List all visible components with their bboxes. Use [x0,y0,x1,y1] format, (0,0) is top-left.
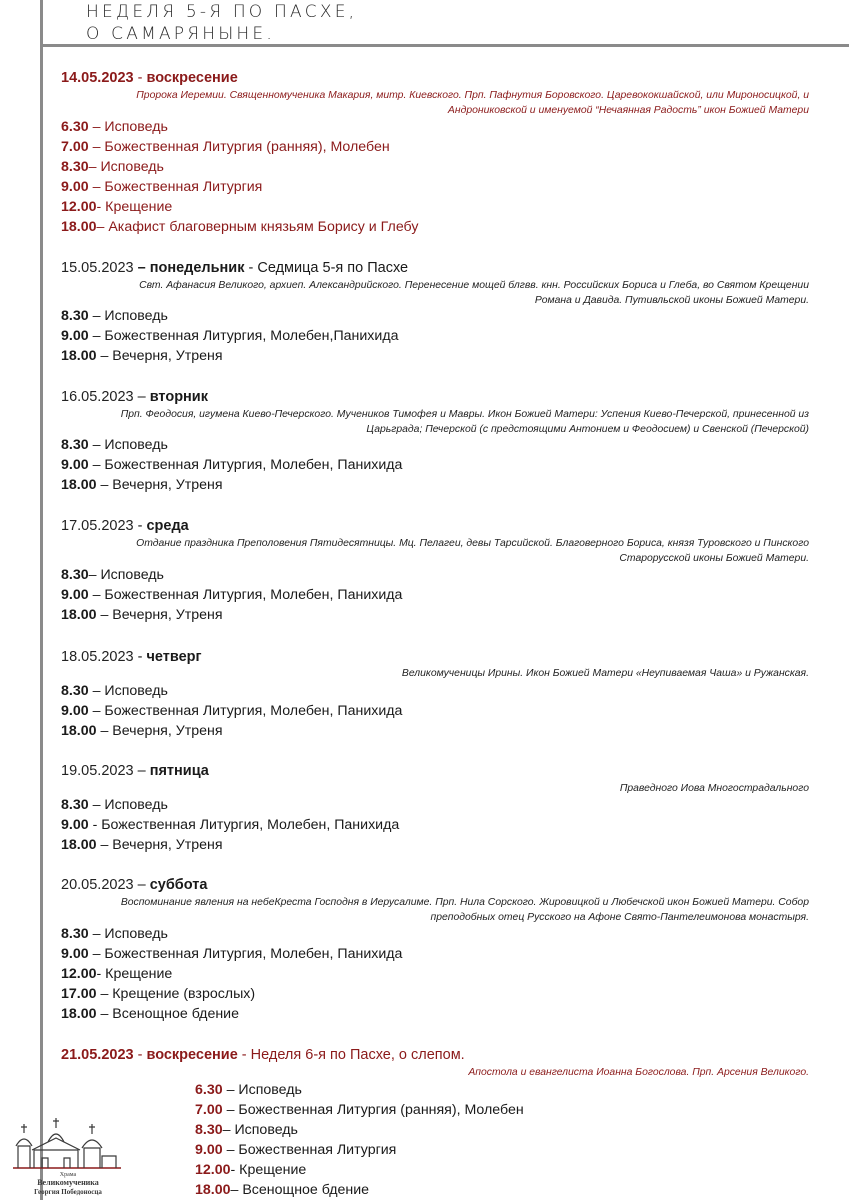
service-item [61,1006,239,1022]
day-header [61,518,189,534]
day-weekday: суббота [149,877,208,893]
service-time: 17.00 [61,986,97,1002]
day-header [61,389,208,405]
service-text: – Исповедь [88,119,168,135]
service-text: – Исповедь [88,797,168,813]
service-text: - Крещение [96,199,173,215]
day-separator: - [133,649,147,665]
day-extra: - Седмица 5-я по Пасхе [244,260,409,276]
service-item [61,139,390,155]
service-time: 6.30 [195,1082,223,1098]
service-time: 7.00 [61,139,89,155]
service-text: – Божественная Литургия, Молебен, Панихида [88,946,403,962]
service-item [61,986,255,1002]
saints-line: Романа и Давида. Путивльской иконы Божией Матери. [534,295,809,306]
service-time: 8.30 [61,308,89,324]
service-item [195,1082,302,1098]
service-time: 8.30 [61,683,89,699]
saints-line: Царьграда; Печерской (с предстоящими Антонием и Феодосием) и Свенской (Печерской) [366,424,809,435]
service-item [61,199,172,215]
day-saints [69,536,809,566]
service-time: 8.30 [195,1122,223,1138]
service-time: 8.30 [61,159,89,175]
service-text: – Вечерня, Утреня [96,837,223,853]
service-text: – Божественная Литургия (ранняя), Молебен [222,1102,524,1118]
service-time: 8.30 [61,567,89,583]
service-time: 18.00 [195,1182,231,1198]
service-item [61,946,402,962]
service-time: 9.00 [61,946,89,962]
service-time: 12.00 [61,966,97,982]
day-header [61,877,207,893]
service-time: 18.00 [61,723,97,739]
service-text: – Вечерня, Утреня [96,723,223,739]
service-item [61,457,402,473]
day-separator: – [133,763,150,779]
service-item [61,308,168,324]
day-saints [69,407,809,437]
service-time: 9.00 [195,1142,223,1158]
day-saints [69,666,809,681]
logo-text-3: Георгия Победоносца [34,1188,102,1196]
service-item [195,1162,306,1178]
service-item [61,348,223,364]
day-date: 19.05.2023 [61,763,134,779]
service-text: - Крещение [230,1162,307,1178]
day-saints [69,1065,809,1080]
service-text: – Божественная Литургия, Молебен,Панихида [88,328,399,344]
service-time: 8.30 [61,797,89,813]
service-item [61,926,168,942]
day-date: 17.05.2023 [61,518,134,534]
service-text: – Исповедь [88,926,168,942]
service-item [61,817,399,833]
service-time: 18.00 [61,348,97,364]
service-text: – Вечерня, Утреня [96,348,223,364]
day-saints [69,781,809,796]
saints-line: Апостола и евангелиста Иоанна Богослова. Прп. Арсения Великого. [468,1067,809,1078]
day-header [61,1047,465,1063]
service-item [61,328,398,344]
saints-line: Старорусской иконы Божией Матери. [619,553,809,564]
service-text: – Исповедь [88,308,168,324]
service-time: 18.00 [61,219,97,235]
service-item [61,219,418,235]
saints-line: Воспоминание явления на небеКреста Господня в Иерусалиме. Прп. Нила Сорского. Жировицкой и Любечской икон Божией Матери. Собор [120,897,809,908]
service-item [195,1122,298,1138]
service-time: 18.00 [61,837,97,853]
service-text: – Вечерня, Утреня [96,477,223,493]
saints-line: Отдание праздника Преполовения Пятидесятницы. Мц. Пелагеи, девы Тарсийской. Благоверного Бориса, князя Туровского и Пинского [136,538,809,549]
day-date: 20.05.2023 [61,877,134,893]
service-text: – Исповедь [222,1122,298,1138]
saints-line: Андрониковской и именуемой “Нечаянная Радость” икон Божией Матери [447,105,809,116]
service-item [61,179,262,195]
service-text: – Божественная Литургия [88,179,263,195]
service-item [61,607,223,623]
day-header [61,649,202,665]
day-weekday: четверг [146,649,202,665]
day-separator: – [133,877,150,893]
day-date: 15.05.2023 [61,260,134,276]
service-item [61,567,164,583]
saints-line: Прп. Феодосия, игумена Киево-Печерского. Мучеников Тимофея и Мавры. Икон Божией Матери: Успения Киево-Печерской, принесенной из [120,409,809,420]
logo-text-2: Великомученика [37,1178,99,1187]
day-separator: – [133,389,150,405]
service-item [61,683,168,699]
service-text: – Исповедь [222,1082,302,1098]
service-item [61,966,172,982]
service-item [61,797,168,813]
service-time: 12.00 [61,199,97,215]
day-separator: – [133,260,150,276]
day-date: 14.05.2023 [61,70,134,86]
day-weekday: воскресение [146,1047,238,1063]
service-text: – Божественная Литургия, Молебен, Панихида [88,457,403,473]
service-item [195,1182,369,1198]
logo-text-1: Храма [59,1172,77,1178]
service-item [195,1142,396,1158]
service-item [61,159,164,175]
service-item [61,119,168,135]
service-time: 9.00 [61,703,89,719]
service-item [61,723,223,739]
saints-line: Свт. Афанасия Великого, архиеп. Александрийского. Перенесение мощей блгвв. кнн. Российских Бориса и Глеба, во Святом Крещении [139,280,809,291]
day-separator: - [133,518,147,534]
service-time: 8.30 [61,437,89,453]
service-text: – Акафист благоверным князьям Борису и Глебу [96,219,419,235]
service-time: 18.00 [61,477,97,493]
service-time: 18.00 [61,607,97,623]
service-text: – Всенощное бдение [230,1182,370,1198]
service-text: – Исповедь [88,159,164,175]
service-text: – Всенощное бдение [96,1006,239,1022]
day-weekday: вторник [149,389,208,405]
service-time: 8.30 [61,926,89,942]
day-saints [69,88,809,118]
header-rule [40,44,849,47]
page-title-line1: НЕДЕЛЯ 5-Я ПО ПАСХЕ, [86,2,358,22]
service-text: - Крещение [96,966,173,982]
service-item [61,837,223,853]
day-date: 16.05.2023 [61,389,134,405]
service-item [61,703,402,719]
vertical-rule [40,0,43,1200]
saints-line: преподобных отец Русского на Афоне Свято-Пантелеимонова монастыря. [430,912,809,923]
day-weekday: воскресение [146,70,238,86]
day-saints [69,895,809,925]
saints-line: Великомученицы Ирины. Икон Божией Матери «Неупиваемая Чаша» и Ружанская. [401,668,809,679]
saints-line: Праведного Иова Многострадального [619,783,809,794]
day-date: 18.05.2023 [61,649,134,665]
day-header [61,260,408,276]
day-date: 21.05.2023 [61,1047,134,1063]
service-time: 9.00 [61,328,89,344]
service-item [195,1102,524,1118]
service-text: – Исповедь [88,683,168,699]
service-time: 6.30 [61,119,89,135]
day-saints [69,278,809,308]
day-separator: - [133,1047,147,1063]
service-time: 9.00 [61,179,89,195]
service-time: 12.00 [195,1162,231,1178]
day-separator: - [133,70,147,86]
service-item [61,437,168,453]
service-time: 7.00 [195,1102,223,1118]
day-header [61,70,238,86]
day-weekday: пятница [149,763,209,779]
service-text: – Крещение (взрослых) [96,986,256,1002]
service-time: 9.00 [61,457,89,473]
service-text: – Исповедь [88,437,168,453]
page-title-line2: О САМАРЯНЫНЕ. [86,24,275,44]
saints-line: Пророка Иеремии. Священномученика Макария, митр. Киевского. Прп. Пафнутия Боровского. Царевококшайской, или Мироносицкой, и [136,90,809,101]
service-item [61,587,402,603]
service-text: – Божественная Литургия (ранняя), Молебен [88,139,390,155]
day-extra: - Неделя 6-я по Пасхе, о слепом. [237,1047,465,1063]
day-header [61,763,209,779]
service-item [61,477,223,493]
church-logo [8,1112,126,1198]
service-text: – Вечерня, Утреня [96,607,223,623]
day-weekday: среда [146,518,189,534]
service-time: 18.00 [61,1006,97,1022]
service-text: – Божественная Литургия, Молебен, Панихида [88,587,403,603]
day-weekday: понедельник [149,260,245,276]
service-text: – Божественная Литургия, Молебен, Панихида [88,703,403,719]
service-text: – Божественная Литургия [222,1142,397,1158]
service-text: - Божественная Литургия, Молебен, Панихида [88,817,400,833]
service-time: 9.00 [61,817,89,833]
service-time: 9.00 [61,587,89,603]
service-text: – Исповедь [88,567,164,583]
